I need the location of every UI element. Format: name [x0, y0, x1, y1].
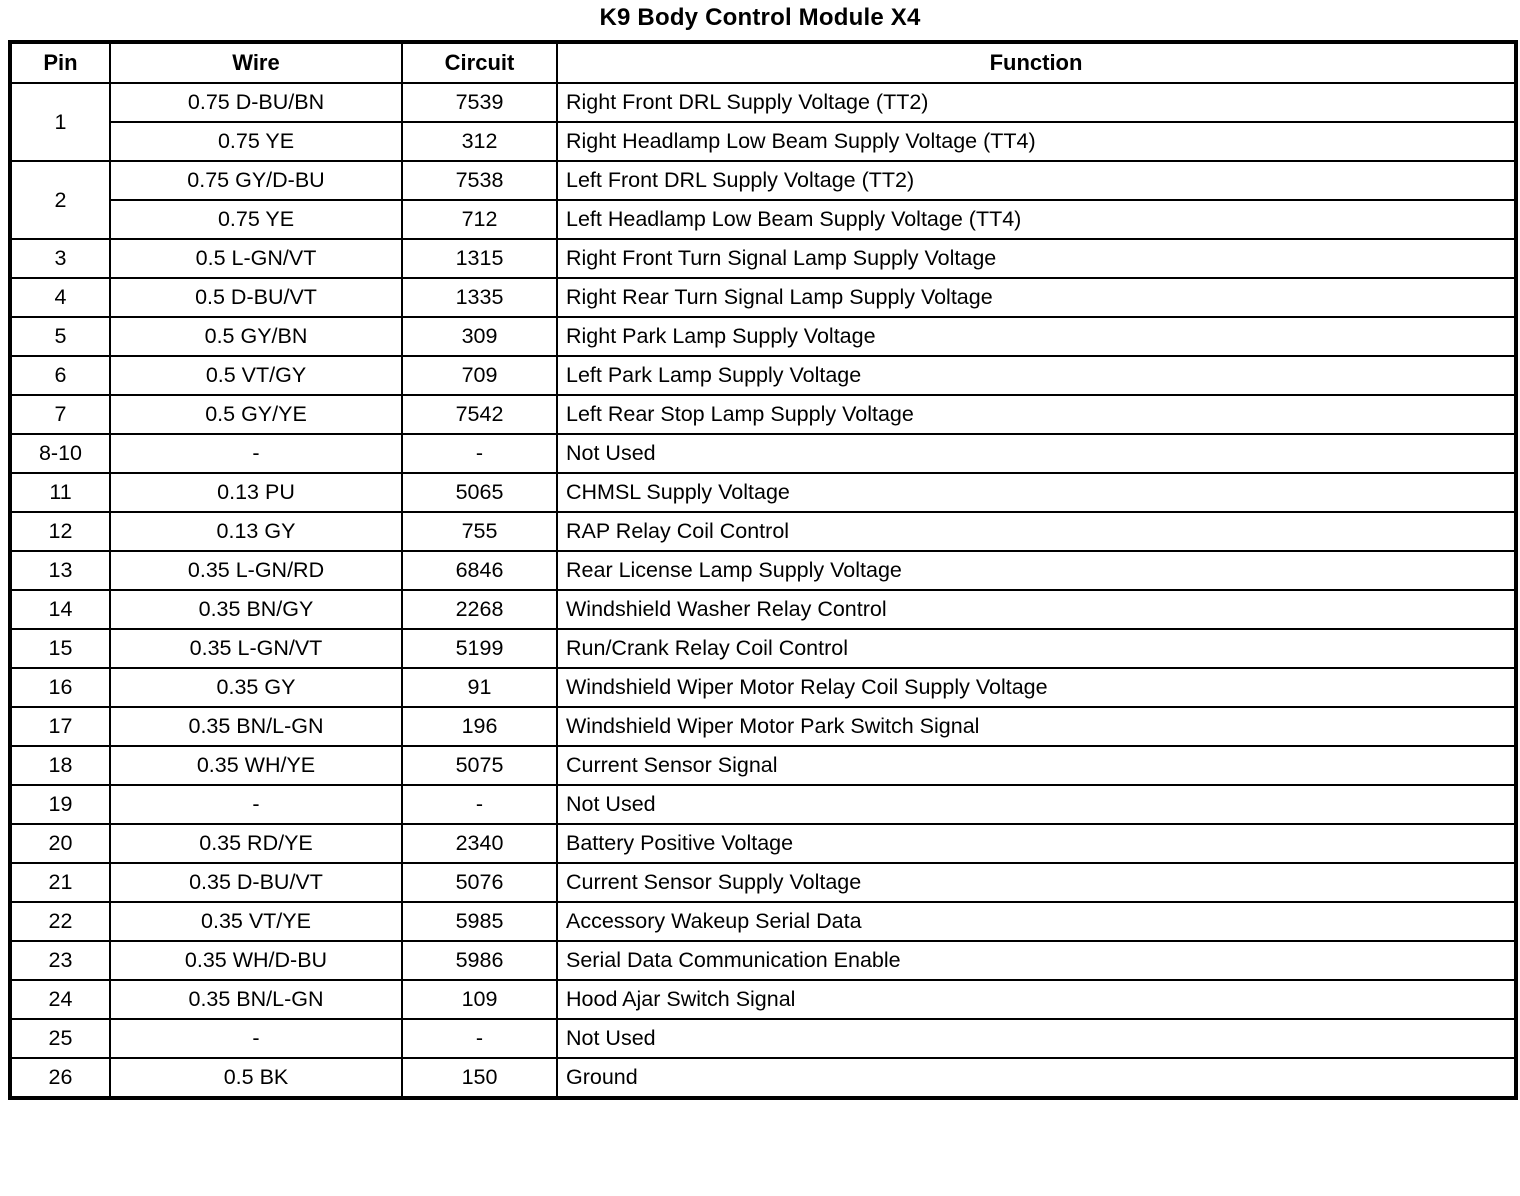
circuit-cell: 7539	[402, 83, 557, 122]
table-row	[10, 83, 1516, 122]
header-row	[10, 42, 1516, 83]
function-cell: Windshield Wiper Motor Relay Coil Supply Voltage	[557, 668, 1516, 707]
circuit-cell: 5985	[402, 902, 557, 941]
function-cell: Windshield Washer Relay Control	[557, 590, 1516, 629]
wire-cell: 0.13 GY	[110, 512, 402, 551]
function-cell: Run/Crank Relay Coil Control	[557, 629, 1516, 668]
circuit-cell: -	[402, 434, 557, 473]
header-pin: Pin	[10, 42, 110, 83]
circuit-cell: 6846	[402, 551, 557, 590]
function-cell: Windshield Wiper Motor Park Switch Signal	[557, 707, 1516, 746]
table-row	[10, 1058, 1516, 1098]
wire-cell: 0.5 GY/BN	[110, 317, 402, 356]
function-cell: CHMSL Supply Voltage	[557, 473, 1516, 512]
pin-cell: 1	[10, 83, 110, 161]
circuit-cell: 5986	[402, 941, 557, 980]
circuit-cell: 196	[402, 707, 557, 746]
function-cell: Left Park Lamp Supply Voltage	[557, 356, 1516, 395]
table-row	[10, 785, 1516, 824]
pin-cell: 6	[10, 356, 110, 395]
pin-cell: 13	[10, 551, 110, 590]
circuit-cell: 755	[402, 512, 557, 551]
wire-cell: 0.35 BN/L-GN	[110, 980, 402, 1019]
function-cell: Right Rear Turn Signal Lamp Supply Voltage	[557, 278, 1516, 317]
circuit-cell: 5065	[402, 473, 557, 512]
wire-cell: 0.35 VT/YE	[110, 902, 402, 941]
table-row	[10, 278, 1516, 317]
function-cell: Not Used	[557, 785, 1516, 824]
circuit-cell: 709	[402, 356, 557, 395]
function-cell: Serial Data Communication Enable	[557, 941, 1516, 980]
table-row	[10, 473, 1516, 512]
pin-cell: 20	[10, 824, 110, 863]
circuit-cell: 309	[402, 317, 557, 356]
function-cell: Not Used	[557, 434, 1516, 473]
function-cell: Battery Positive Voltage	[557, 824, 1516, 863]
table-row	[10, 434, 1516, 473]
function-cell: Not Used	[557, 1019, 1516, 1058]
pin-cell: 3	[10, 239, 110, 278]
table-row	[10, 824, 1516, 863]
function-cell: Right Park Lamp Supply Voltage	[557, 317, 1516, 356]
pin-cell: 8-10	[10, 434, 110, 473]
circuit-cell: 7538	[402, 161, 557, 200]
function-cell: Right Front Turn Signal Lamp Supply Voltage	[557, 239, 1516, 278]
pin-cell: 17	[10, 707, 110, 746]
pin-cell: 11	[10, 473, 110, 512]
pin-cell: 23	[10, 941, 110, 980]
wire-cell: -	[110, 1019, 402, 1058]
pinout-table	[8, 40, 1518, 1100]
circuit-cell: 1335	[402, 278, 557, 317]
function-cell: Current Sensor Signal	[557, 746, 1516, 785]
wire-cell: 0.35 RD/YE	[110, 824, 402, 863]
table-row	[10, 980, 1516, 1019]
table-row	[10, 668, 1516, 707]
function-cell: Left Rear Stop Lamp Supply Voltage	[557, 395, 1516, 434]
wire-cell: 0.5 D-BU/VT	[110, 278, 402, 317]
function-cell: RAP Relay Coil Control	[557, 512, 1516, 551]
table-row	[10, 629, 1516, 668]
wire-cell: 0.5 GY/YE	[110, 395, 402, 434]
circuit-cell: 109	[402, 980, 557, 1019]
function-cell: Current Sensor Supply Voltage	[557, 863, 1516, 902]
table-row	[10, 317, 1516, 356]
header-function: Function	[557, 42, 1516, 83]
table-body	[10, 83, 1516, 1098]
table-row	[10, 122, 1516, 161]
wire-cell: 0.35 WH/YE	[110, 746, 402, 785]
wire-cell: 0.35 BN/L-GN	[110, 707, 402, 746]
function-cell: Hood Ajar Switch Signal	[557, 980, 1516, 1019]
function-cell: Accessory Wakeup Serial Data	[557, 902, 1516, 941]
circuit-cell: 312	[402, 122, 557, 161]
table-row	[10, 200, 1516, 239]
pin-cell: 18	[10, 746, 110, 785]
table-row	[10, 239, 1516, 278]
wire-cell: 0.35 BN/GY	[110, 590, 402, 629]
table-row	[10, 941, 1516, 980]
circuit-cell: 5199	[402, 629, 557, 668]
wire-cell: 0.75 YE	[110, 122, 402, 161]
table-row	[10, 395, 1516, 434]
header-wire: Wire	[110, 42, 402, 83]
pin-cell: 21	[10, 863, 110, 902]
pin-cell: 12	[10, 512, 110, 551]
wire-cell: 0.13 PU	[110, 473, 402, 512]
circuit-cell: -	[402, 785, 557, 824]
wire-cell: 0.35 D-BU/VT	[110, 863, 402, 902]
pin-cell: 15	[10, 629, 110, 668]
circuit-cell: 150	[402, 1058, 557, 1098]
pin-cell: 4	[10, 278, 110, 317]
pin-cell: 7	[10, 395, 110, 434]
wire-cell: 0.75 YE	[110, 200, 402, 239]
function-cell: Right Headlamp Low Beam Supply Voltage (TT4)	[557, 122, 1516, 161]
circuit-cell: 7542	[402, 395, 557, 434]
circuit-cell: 2340	[402, 824, 557, 863]
pin-cell: 22	[10, 902, 110, 941]
table-row	[10, 746, 1516, 785]
function-cell: Right Front DRL Supply Voltage (TT2)	[557, 83, 1516, 122]
circuit-cell: 91	[402, 668, 557, 707]
pin-cell: 25	[10, 1019, 110, 1058]
table-row	[10, 902, 1516, 941]
table-row	[10, 161, 1516, 200]
wire-cell: 0.5 L-GN/VT	[110, 239, 402, 278]
wire-cell: 0.75 D-BU/BN	[110, 83, 402, 122]
function-cell: Ground	[557, 1058, 1516, 1098]
pin-cell: 19	[10, 785, 110, 824]
wire-cell: 0.35 GY	[110, 668, 402, 707]
wire-cell: 0.5 VT/GY	[110, 356, 402, 395]
wire-cell: 0.35 L-GN/RD	[110, 551, 402, 590]
table-row	[10, 1019, 1516, 1058]
wire-cell: -	[110, 434, 402, 473]
wire-cell: 0.5 BK	[110, 1058, 402, 1098]
pin-cell: 5	[10, 317, 110, 356]
circuit-cell: 5075	[402, 746, 557, 785]
table-row	[10, 590, 1516, 629]
table-row	[10, 863, 1516, 902]
pin-cell: 24	[10, 980, 110, 1019]
table-row	[10, 707, 1516, 746]
pin-cell: 2	[10, 161, 110, 239]
wire-cell: 0.35 L-GN/VT	[110, 629, 402, 668]
circuit-cell: 2268	[402, 590, 557, 629]
page-title: K9 Body Control Module X4	[599, 4, 921, 31]
table-row	[10, 356, 1516, 395]
function-cell: Left Headlamp Low Beam Supply Voltage (TT4)	[557, 200, 1516, 239]
circuit-cell: 1315	[402, 239, 557, 278]
circuit-cell: -	[402, 1019, 557, 1058]
table-row	[10, 551, 1516, 590]
circuit-cell: 5076	[402, 863, 557, 902]
pin-cell: 14	[10, 590, 110, 629]
wire-cell: 0.35 WH/D-BU	[110, 941, 402, 980]
table-header	[10, 42, 1516, 83]
function-cell: Rear License Lamp Supply Voltage	[557, 551, 1516, 590]
table-row	[10, 512, 1516, 551]
circuit-cell: 712	[402, 200, 557, 239]
wire-cell: -	[110, 785, 402, 824]
pin-cell: 16	[10, 668, 110, 707]
wire-cell: 0.75 GY/D-BU	[110, 161, 402, 200]
header-circuit: Circuit	[402, 42, 557, 83]
pin-cell: 26	[10, 1058, 110, 1098]
function-cell: Left Front DRL Supply Voltage (TT2)	[557, 161, 1516, 200]
